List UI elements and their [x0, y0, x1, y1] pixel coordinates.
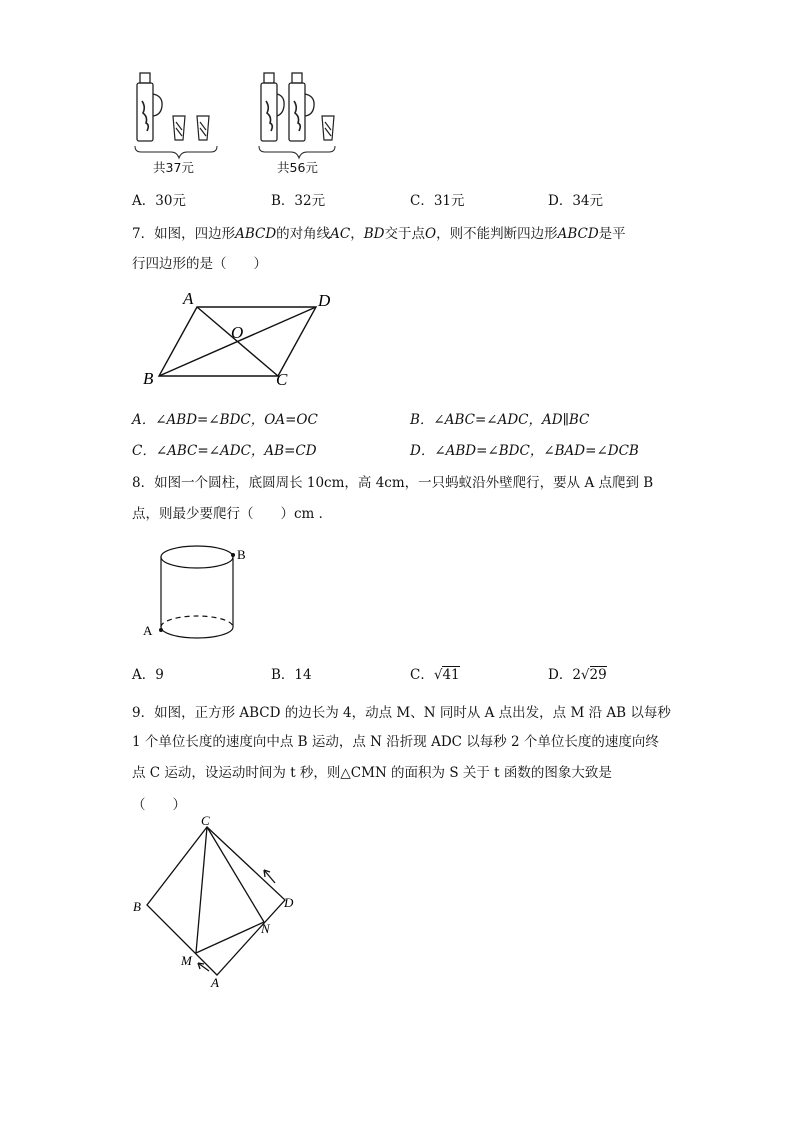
cylinder-bottom-front: [161, 627, 233, 638]
q8-cylinder-figure: [138, 543, 258, 643]
q7-text-line2: 行四边形的是（ ）: [132, 256, 267, 272]
point-a: [159, 628, 163, 632]
bottle-icon: [289, 73, 314, 141]
point-b: [231, 553, 235, 557]
arrow-icon: [198, 963, 209, 971]
cylinder-top: [161, 546, 233, 568]
q8-option-a[interactable]: A．9: [132, 667, 164, 683]
cup-icon: [197, 116, 209, 140]
square-outline: [147, 827, 285, 975]
brace-left: [135, 146, 217, 158]
bottle-icon: [261, 73, 284, 141]
segment-mn: [196, 922, 264, 953]
label-c: C: [201, 815, 210, 828]
cup-icon: [173, 116, 185, 140]
label-b: B: [133, 899, 141, 914]
bottle-icon: [137, 73, 162, 141]
sqrt-symbol: √: [433, 667, 443, 683]
q6-option-c[interactable]: C．31元: [410, 193, 465, 209]
label-a: A: [211, 975, 219, 990]
q9-text-line3: 点 C 运动，设运动时间为 t 秒，则△CMN 的面积为 S 关于 t 函数的图象大致是: [132, 765, 612, 781]
label-n: N: [261, 921, 270, 936]
label-b: B: [143, 369, 154, 388]
q7-option-c[interactable]: C．∠ABC=∠ADC，AB=CD: [132, 443, 317, 459]
q7-option-a[interactable]: A．∠ABD=∠BDC，OA=OC: [132, 412, 318, 428]
q9-text-line4: （ ）: [132, 797, 186, 813]
label-a: A: [183, 289, 194, 308]
price-label-right: 共56元: [277, 160, 318, 175]
q8-option-c[interactable]: C．√41: [410, 667, 460, 683]
q8-option-b[interactable]: B．14: [271, 667, 312, 683]
label-m: M: [181, 953, 192, 968]
q9-text-line2: 1 个单位长度的速度向中点 B 运动，点 N 沿折现 ADC 以每秒 2 个单位长度的速度向终: [132, 734, 659, 750]
segment-cn: [207, 827, 264, 922]
brace-right: [259, 146, 335, 158]
q8-text-line2: 点，则最少要爬行（ ）cm ．: [132, 506, 333, 522]
label-o: O: [231, 323, 244, 342]
q6-option-a[interactable]: A．30元: [132, 193, 186, 209]
q6-option-d[interactable]: D．34元: [548, 193, 604, 209]
sqrt-symbol: √: [580, 667, 590, 683]
label-c: C: [276, 370, 288, 389]
q7-option-b[interactable]: B．∠ABC=∠ADC，AD∥BC: [410, 412, 590, 428]
label-a: A: [143, 623, 153, 638]
q8-option-d[interactable]: D．2√29: [548, 667, 607, 683]
segment-cm: [196, 827, 207, 953]
label-b: B: [237, 547, 246, 562]
label-d: D: [284, 895, 294, 910]
cylinder-bottom-back: [161, 616, 233, 627]
q7-parallelogram-figure: [135, 286, 345, 392]
label-d: D: [318, 291, 331, 310]
q8-text-line1: 8．如图一个圆柱，底圆周长 10cm，高 4cm，一只蚂蚁沿外壁爬行，要从 A 点爬到 B: [132, 475, 654, 491]
cup-icon: [322, 116, 334, 140]
q6-option-b[interactable]: B．32元: [271, 193, 326, 209]
q9-text-line1: 9．如图，正方形 ABCD 的边长为 4，动点 M、N 同时从 A 点出发，点 M 沿 AB 以每秒: [132, 705, 671, 721]
q9-square-figure: [125, 815, 305, 995]
price-label-left: 共37元: [153, 160, 194, 175]
q7-text-line1: 7．如图，四边形ABCD的对角线AC，BD交于点O，则不能判断四边形ABCD是平: [132, 226, 626, 242]
q7-option-d[interactable]: D．∠ABD=∠BDC，∠BAD=∠DCB: [410, 443, 639, 459]
